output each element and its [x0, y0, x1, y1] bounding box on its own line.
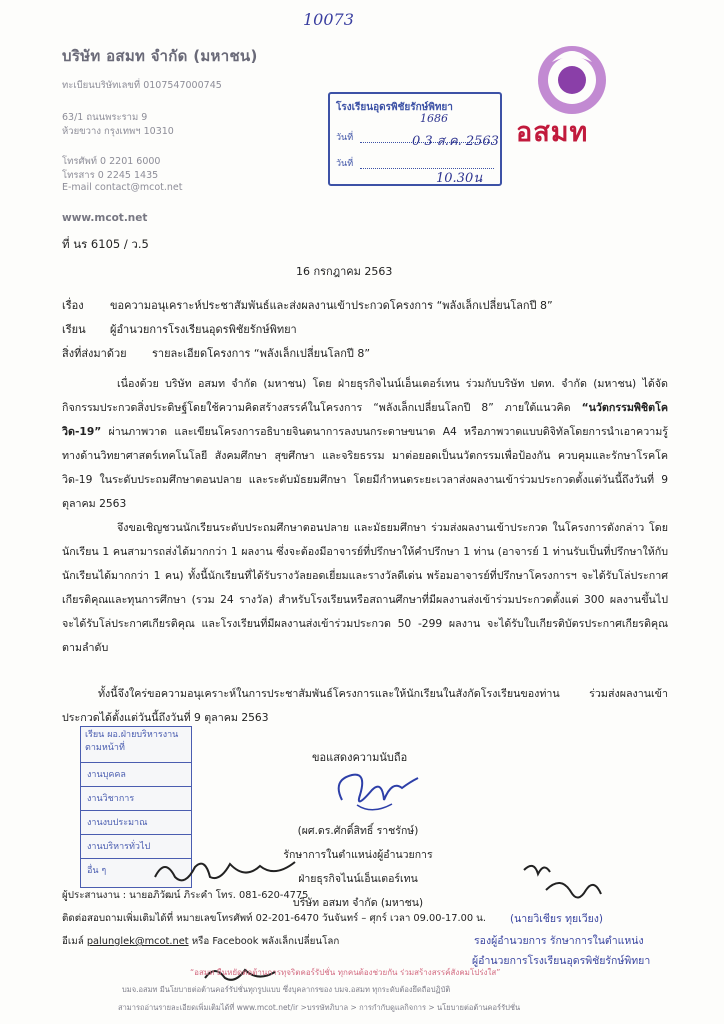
company-email: E-mail contact@mcot.net	[62, 182, 183, 193]
enclosure-label: สิ่งที่ส่งมาด้วย	[62, 347, 127, 360]
routing-row: งานบริหารทั่วไป	[81, 835, 191, 859]
registration-number: ทะเบียนบริษัทเลขที่ 0107547000745	[62, 80, 222, 91]
signatory-title-1: รักษาการในตำแหน่งผู้อำนวยการ	[283, 849, 433, 861]
document-date: 16 กรกฎาคม 2563	[296, 265, 393, 278]
enclosure-text: รายละเอียดโครงการ “พลังเล็กเปลี่ยนโลกปี 8”	[152, 347, 371, 360]
contact-email-link[interactable]: palunglek@mcot.net	[86, 936, 189, 947]
handwritten-received-time: 10.30น	[436, 171, 483, 186]
p1-text-a: เนื่องด้วย บริษัท อสมท จำกัด (มหาชน) โดย ฝ่ายธุรกิจไนน์เอ็นเตอร์เทน ร่วมกับบริษัท ปตท. จำกัด (มหาชน) ได้จัดกิจกรรมประกวดสิ่งประดิษฐ์โดยใช้ความคิดสร้างสรรค์ในโครงการ “พลังเล็กเปลี่ยนโลกปี 8” ภายใต้แนวคิด	[62, 377, 668, 414]
received-stamp-time-label: วันที่	[336, 159, 354, 169]
body-paragraph-3: ทั้งนี้จึงใคร่ขอความอนุเคราะห์ในการประชาสัมพันธ์โครงการและให้นักเรียนในสังกัดโรงเรียนของท่าน ร่วมส่งผลงานเข้าประกวดได้ตั้งแต่วันนี้ถึงวันที่ 9 ตุลาคม 2563	[62, 687, 668, 724]
routing-row: งานวิชาการ	[81, 787, 191, 811]
address-line-2: ห้วยขวาง กรุงเทพฯ 10310	[62, 126, 174, 137]
address-line-1: 63/1 ถนนพระราม 9	[62, 112, 148, 123]
recipient-label: เรียน	[62, 323, 86, 336]
company-website: www.mcot.net	[62, 212, 148, 224]
p1-concept-bold: “นวัตกรรมพิชิตโควิด-19”	[62, 401, 668, 438]
school-director-title-2: ผู้อำนวยการโรงเรียนอุดรพิชัยรักษ์พิทยา	[472, 955, 651, 967]
footer-anti-corruption-slogan: “อสมท ยืนหยัดต่อต้านการทุจริตคอร์รัปชั่น ทุกคนต้องช่วยกัน ร่วมสร้างสรรค์สังคมโปร่งใส”	[190, 968, 501, 977]
logo-wordmark: อสมท	[516, 117, 589, 148]
received-stamp-school: โรงเรียนอุดรพิชัยรักษ์พิทยา	[336, 102, 453, 113]
closing-salutation: ขอแสดงความนับถือ	[312, 751, 408, 764]
signatory-title-3: บริษัท อสมท จำกัด (มหาชน)	[292, 897, 424, 909]
coordinator-contact: ผู้ประสานงาน : นายอภิวัฒน์ ภิระคำ โทร. 081-620-4775	[62, 890, 309, 901]
received-stamp-date-label: วันที่	[336, 133, 354, 143]
body-paragraph-1	[62, 372, 668, 516]
handwritten-reference-number: 10073	[303, 10, 354, 29]
footer-link-text: สามารถอ่านรายละเอียดเพิ่มเติมได้ที่ www.mcot.net/ir >บรรษัทภิบาล > การกำกับดูแลกิจการ > นโยบายต่อต้านคอร์รัปชั่น	[118, 1003, 521, 1012]
company-name: บริษัท อสมท จำกัด (มหาชน)	[62, 47, 258, 65]
school-director-name: (นายวิเชียร ทุยเวียง)	[510, 913, 603, 925]
recipient-text: ผู้อำนวยการโรงเรียนอุดรพิชัยรักษ์พิทยา	[110, 323, 297, 336]
signatory-name: (ผศ.ดร.ศักดิ์สิทธิ์ ราชรักษ์)	[297, 825, 419, 837]
routing-row: งานงบประมาณ	[81, 811, 191, 835]
p1-text-b: ผ่านภาพวาด และเขียนโครงการอธิบายจินตนาการลงบนกระดาษขนาด A4 หรือภาพวาดแบบดิจิทัลโดยการนำเอาความรู้ทางด้านวิทยาศาสตร์เทคโนโลยี สังคมศึกษา สุขศึกษา และจริยธรรม มาต่อยอดเป็นนวัตกรรมเพื่อป้องกัน ควบคุมและรักษาโรคโควิด-19 ในระดับประถมศึกษาตอนปลาย และระดับมัธยมศึกษา โดยมีกำหนดระยะเวลาส่งผลงานเข้าร่วมประกวดตั้งแต่วันนี้ถึงวันที่ 9 ตุลาคม 2563	[62, 425, 668, 510]
school-director-title-1: รองผู้อำนวยการ รักษาการในตำแหน่ง	[474, 935, 644, 947]
email-prefix: อีเมล์	[62, 936, 87, 947]
footer-policy-text: บมจ.อสมท มีนโยบายต่อต้านคอร์รัปชั่นทุกรูปแบบ ซึ่งบุคลากรของ บมจ.อสมท ทุกระดับต้องยึดถือปฏิบัติ	[122, 985, 451, 994]
phone-number: โทรศัพท์ 0 2201 6000	[62, 156, 161, 167]
signatory-title-2: ฝ่ายธุรกิจไนน์เอ็นเตอร์เทน	[298, 873, 418, 885]
subject-label: เรื่อง	[62, 299, 84, 312]
routing-row: งานบุคคล	[81, 763, 191, 787]
fax-number: โทรสาร 0 2245 1435	[62, 170, 159, 181]
document-number: ที่ นร 6105 / ว.5	[62, 237, 149, 251]
subject-text: ขอความอนุเคราะห์ประชาสัมพันธ์และส่งผลงานเข้าประกวดโครงการ “พลังเล็กเปลี่ยนโลกปี 8”	[110, 299, 553, 312]
facebook-text: หรือ Facebook พลังเล็กเปลี่ยนโลก	[188, 936, 340, 947]
body-paragraph-2: จึงขอเชิญชวนนักเรียนระดับประถมศึกษาตอนปลาย และมัธยมศึกษา ร่วมส่งผลงานเข้าประกวด ในโครงการดังกล่าว โดยนักเรียน 1 คนสามารถส่งได้มากกว่า 1 ผลงาน ซึ่งจะต้องมีอาจารย์ที่ปรึกษาให้คำปรึกษา 1 ท่าน (อาจารย์ 1 ท่านรับเป็นที่ปรึกษาให้กับนักเรียนได้มากกว่า 1 คน) ทั้งนี้นักเรียนที่ได้รับรางวัลยอดเยี่ยมและรางวัลดีเด่น พร้อมอาจารย์ที่ปรึกษาโครงการฯ จะได้รับโล่ประกาศเกียรติคุณและทุนการศึกษา (รวม 24 รางวัล) สำหรับโรงเรียนหรือสถานศึกษาที่มีผลงานส่งเข้าร่วมประกวดตั้งแต่ 300 ผลงานขึ้นไป จะได้รับโล่ประกาศเกียรติคุณ และโรงเรียนที่มีผลงานส่งเข้าร่วมประกวด 50 -299 ผลงาน จะได้รับใบเกียรติบัตรประกาศเกียรติคุณตามลำดับ	[62, 521, 668, 654]
inquiry-contact: ติดต่อสอบถามเพิ่มเติมได้ที่ หมายเลขโทรศัพท์ 02-201-6470 วันจันทร์ – ศุกร์ เวลา 09.00-17.00 น.	[62, 913, 486, 924]
routing-stamp-header: เรียน ผอ.ฝ่ายบริหารงาน ตามหน้าที่	[81, 727, 191, 763]
email-facebook-contact	[62, 934, 339, 949]
school-director-signature-icon	[516, 860, 606, 910]
handwritten-note-icon	[150, 852, 300, 892]
handwritten-receipt-number: 1686	[420, 112, 448, 125]
signatory-signature-icon	[322, 760, 432, 820]
handwritten-received-date: 0 3 ส.ค. 2563	[412, 134, 499, 149]
routing-row: อื่น ๆ	[87, 866, 107, 876]
